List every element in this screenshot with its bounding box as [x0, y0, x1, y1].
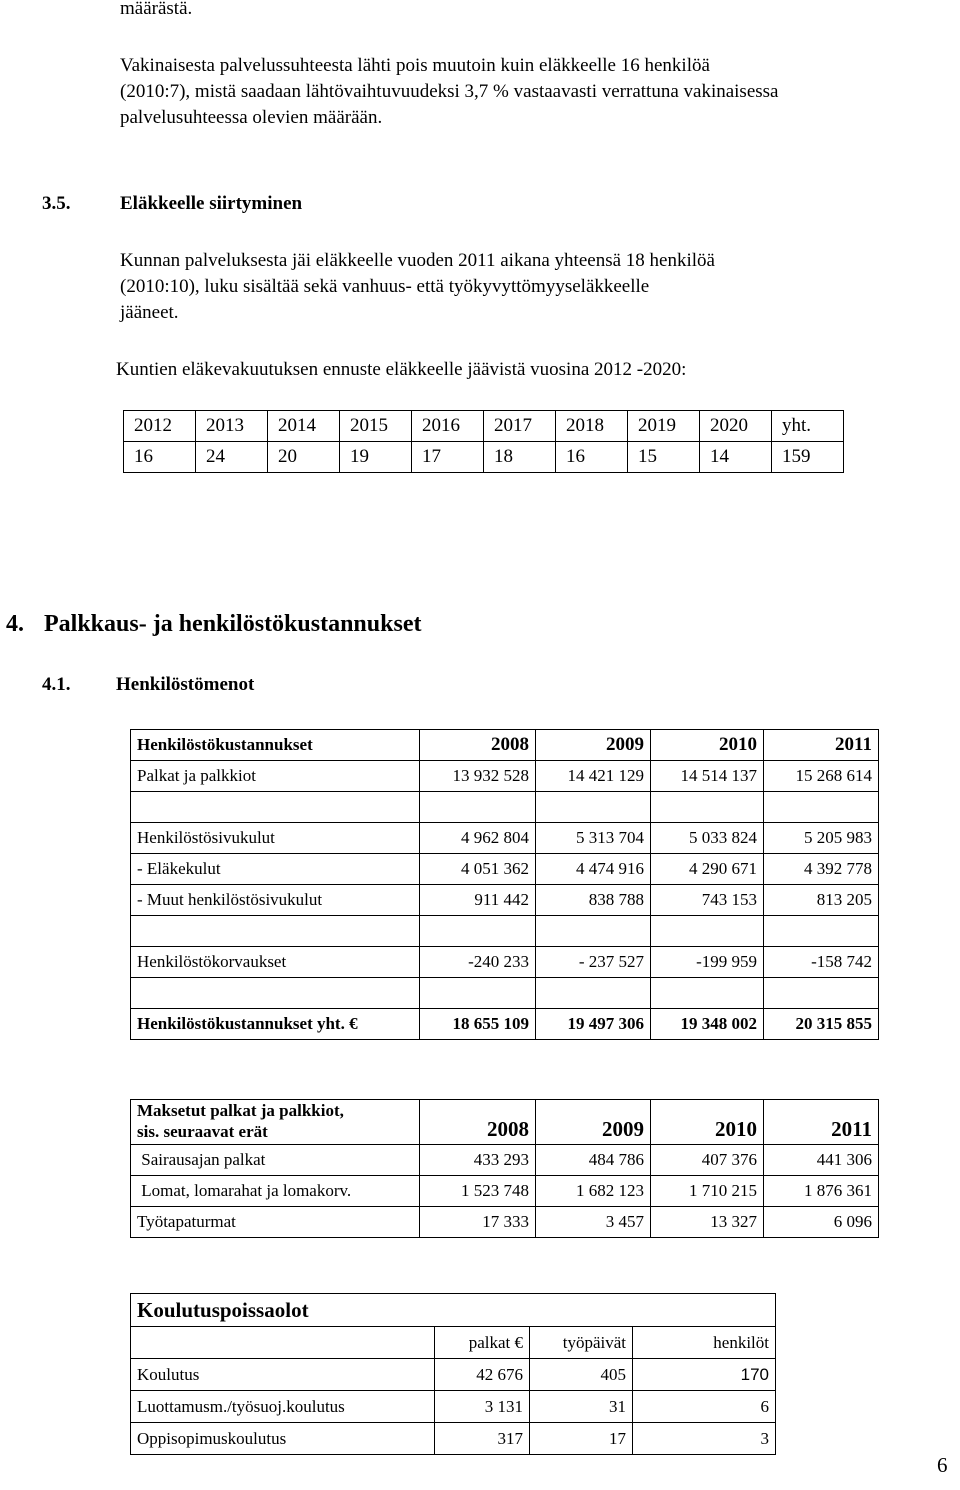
costs-total-row: [131, 1009, 879, 1040]
forecast-year: 2020: [700, 411, 772, 442]
costs-row-label: - Muut henkilöstösivukulut: [131, 885, 420, 916]
costs-cell: [764, 978, 879, 1009]
table-row-empty: [131, 978, 879, 1009]
costs-cell: 4 392 778: [764, 854, 879, 885]
paid-header-year: 2011: [764, 1100, 879, 1145]
table-row: [131, 1359, 776, 1391]
training-header-blank: [131, 1327, 435, 1359]
costs-row-label: Henkilöstökorvaukset: [131, 947, 420, 978]
training-absences-table: [130, 1293, 776, 1455]
costs-cell: 743 153: [651, 885, 764, 916]
paid-cell: 1 876 361: [764, 1176, 879, 1207]
forecast-value: 16: [124, 442, 196, 473]
paid-header-line2: sis. seuraavat erät: [137, 1122, 268, 1141]
costs-cell: 14 421 129: [536, 761, 651, 792]
costs-cell: [764, 792, 879, 823]
costs-cell: [536, 916, 651, 947]
section-3-5-number: 3.5.: [42, 193, 71, 214]
forecast-year: 2016: [412, 411, 484, 442]
costs-header-year: 2010: [651, 730, 764, 761]
forecast-year: 2015: [340, 411, 412, 442]
section-4-1-number: 4.1.: [42, 674, 71, 695]
training-title: Koulutuspoissaolot: [131, 1294, 776, 1327]
table-row: [131, 1145, 879, 1176]
forecast-intro: Kuntien eläkevakuutuksen ennuste eläkkeelle jäävistä vuosina 2012 -2020:: [116, 359, 687, 380]
top-fragment: määrästä.: [120, 0, 193, 19]
costs-header-row: [131, 730, 879, 761]
section-4-1-title: Henkilöstömenot: [116, 674, 255, 695]
table-row-empty: [131, 792, 879, 823]
paid-header-year: 2010: [651, 1100, 764, 1145]
page-number: 6: [937, 1453, 948, 1477]
training-cell: 17: [530, 1423, 633, 1455]
costs-cell: 5 205 983: [764, 823, 879, 854]
table-row: [131, 947, 879, 978]
training-cell: 405: [530, 1359, 633, 1391]
training-cell: 3: [633, 1423, 776, 1455]
paid-header-year: 2008: [420, 1100, 536, 1145]
training-col-header: työpäivät: [530, 1327, 633, 1359]
paid-cell: 13 327: [651, 1207, 764, 1238]
costs-cell: - 237 527: [536, 947, 651, 978]
training-header-row: [131, 1327, 776, 1359]
para1-line2: (2010:7), mistä saadaan lähtövaihtuvuudeksi 3,7 % vastaavasti verrattuna vakinaisessa: [120, 81, 779, 102]
forecast-value: 14: [700, 442, 772, 473]
paid-header-label: [131, 1100, 420, 1145]
para1-line3: palvelusuhteessa olevien määrään.: [120, 107, 383, 128]
costs-cell: 14 514 137: [651, 761, 764, 792]
table-row: [131, 1176, 879, 1207]
costs-cell: [651, 792, 764, 823]
paid-cell: 484 786: [536, 1145, 651, 1176]
training-col-header: palkat €: [435, 1327, 530, 1359]
table-row: [131, 1207, 879, 1238]
forecast-value: 18: [484, 442, 556, 473]
costs-cell: [420, 978, 536, 1009]
paid-cell: 1 710 215: [651, 1176, 764, 1207]
costs-cell: 15 268 614: [764, 761, 879, 792]
forecast-year: 2019: [628, 411, 700, 442]
training-cell: 31: [530, 1391, 633, 1423]
para2-line1: Kunnan palveluksesta jäi eläkkeelle vuoden 2011 aikana yhteensä 18 henkilöä: [120, 250, 715, 271]
paid-cell: 17 333: [420, 1207, 536, 1238]
costs-cell: [651, 978, 764, 1009]
costs-row-label: [131, 978, 420, 1009]
forecast-year: 2018: [556, 411, 628, 442]
forecast-value: 19: [340, 442, 412, 473]
costs-cell: 5 033 824: [651, 823, 764, 854]
training-col-header: henkilöt: [633, 1327, 776, 1359]
costs-cell: 13 932 528: [420, 761, 536, 792]
forecast-value: 24: [196, 442, 268, 473]
costs-cell: 813 205: [764, 885, 879, 916]
training-row-label: Oppisopimuskoulutus: [131, 1423, 435, 1455]
paid-cell: 6 096: [764, 1207, 879, 1238]
forecast-value: 15: [628, 442, 700, 473]
forecast-year: 2014: [268, 411, 340, 442]
paid-row-label: Työtapaturmat: [131, 1207, 420, 1238]
costs-header-year: 2011: [764, 730, 879, 761]
section-4-number: 4.: [6, 611, 24, 637]
paid-header-line1: Maksetut palkat ja palkkiot,: [137, 1101, 344, 1120]
paid-header-row: [131, 1100, 879, 1145]
costs-row-label: - Eläkekulut: [131, 854, 420, 885]
table-row-empty: [131, 916, 879, 947]
paid-cell: 441 306: [764, 1145, 879, 1176]
costs-row-label: [131, 916, 420, 947]
training-cell: 317: [435, 1423, 530, 1455]
training-cell: 170: [633, 1359, 776, 1391]
costs-row-label: [131, 792, 420, 823]
training-cell: 3 131: [435, 1391, 530, 1423]
paid-header-year: 2009: [536, 1100, 651, 1145]
costs-cell: -199 959: [651, 947, 764, 978]
costs-cell: [651, 916, 764, 947]
forecast-total-label: yht.: [772, 411, 844, 442]
table-row: [131, 1391, 776, 1423]
table-row: [131, 1423, 776, 1455]
forecast-value: 17: [412, 442, 484, 473]
section-4-title: Palkkaus- ja henkilöstökustannukset: [44, 611, 422, 637]
costs-header-label: Henkilöstökustannukset: [131, 730, 420, 761]
costs-row-label: Palkat ja palkkiot: [131, 761, 420, 792]
costs-cell: [420, 792, 536, 823]
forecast-table: [123, 410, 844, 473]
costs-cell: 4 051 362: [420, 854, 536, 885]
costs-cell: -240 233: [420, 947, 536, 978]
table-row: [131, 761, 879, 792]
paid-cell: 1 682 123: [536, 1176, 651, 1207]
paid-cell: 1 523 748: [420, 1176, 536, 1207]
training-row-label: Koulutus: [131, 1359, 435, 1391]
paid-salaries-table: [130, 1099, 879, 1238]
paid-cell: 433 293: [420, 1145, 536, 1176]
forecast-year: 2013: [196, 411, 268, 442]
para1-line1: Vakinaisesta palvelussuhteesta lähti pois muutoin kuin eläkkeelle 16 henkilöä: [120, 55, 710, 76]
costs-header-year: 2009: [536, 730, 651, 761]
costs-cell: [420, 916, 536, 947]
costs-cell: 911 442: [420, 885, 536, 916]
costs-cell: 5 313 704: [536, 823, 651, 854]
training-row-label: Luottamusm./työsuoj.koulutus: [131, 1391, 435, 1423]
costs-total-cell: 20 315 855: [764, 1009, 879, 1040]
forecast-total-value: 159: [772, 442, 844, 473]
table-row: [131, 885, 879, 916]
para2-line3: jääneet.: [120, 302, 179, 323]
costs-cell: [536, 792, 651, 823]
costs-cell: [536, 978, 651, 1009]
costs-total-cell: 19 348 002: [651, 1009, 764, 1040]
costs-header-year: 2008: [420, 730, 536, 761]
forecast-year-row: [124, 411, 844, 442]
forecast-value-row: [124, 442, 844, 473]
forecast-year: 2017: [484, 411, 556, 442]
paid-row-label: Lomat, lomarahat ja lomakorv.: [131, 1176, 420, 1207]
table-row: [131, 854, 879, 885]
costs-cell: 4 962 804: [420, 823, 536, 854]
costs-cell: [764, 916, 879, 947]
training-title-row: [131, 1294, 776, 1327]
table-row: [131, 823, 879, 854]
section-3-5-title: Eläkkeelle siirtyminen: [120, 193, 303, 214]
forecast-value: 20: [268, 442, 340, 473]
costs-cell: 838 788: [536, 885, 651, 916]
forecast-year: 2012: [124, 411, 196, 442]
costs-total-label: Henkilöstökustannukset yht. €: [131, 1009, 420, 1040]
costs-cell: 4 290 671: [651, 854, 764, 885]
para2-line2: (2010:10), luku sisältää sekä vanhuus- että työkyvyttömyyseläkkeelle: [120, 276, 650, 297]
paid-row-label: Sairausajan palkat: [131, 1145, 420, 1176]
costs-cell: -158 742: [764, 947, 879, 978]
training-cell: 42 676: [435, 1359, 530, 1391]
personnel-costs-table: [130, 729, 879, 1040]
costs-row-label: Henkilöstösivukulut: [131, 823, 420, 854]
training-cell: 6: [633, 1391, 776, 1423]
costs-total-cell: 19 497 306: [536, 1009, 651, 1040]
forecast-value: 16: [556, 442, 628, 473]
costs-total-cell: 18 655 109: [420, 1009, 536, 1040]
paid-cell: 3 457: [536, 1207, 651, 1238]
paid-cell: 407 376: [651, 1145, 764, 1176]
costs-cell: 4 474 916: [536, 854, 651, 885]
